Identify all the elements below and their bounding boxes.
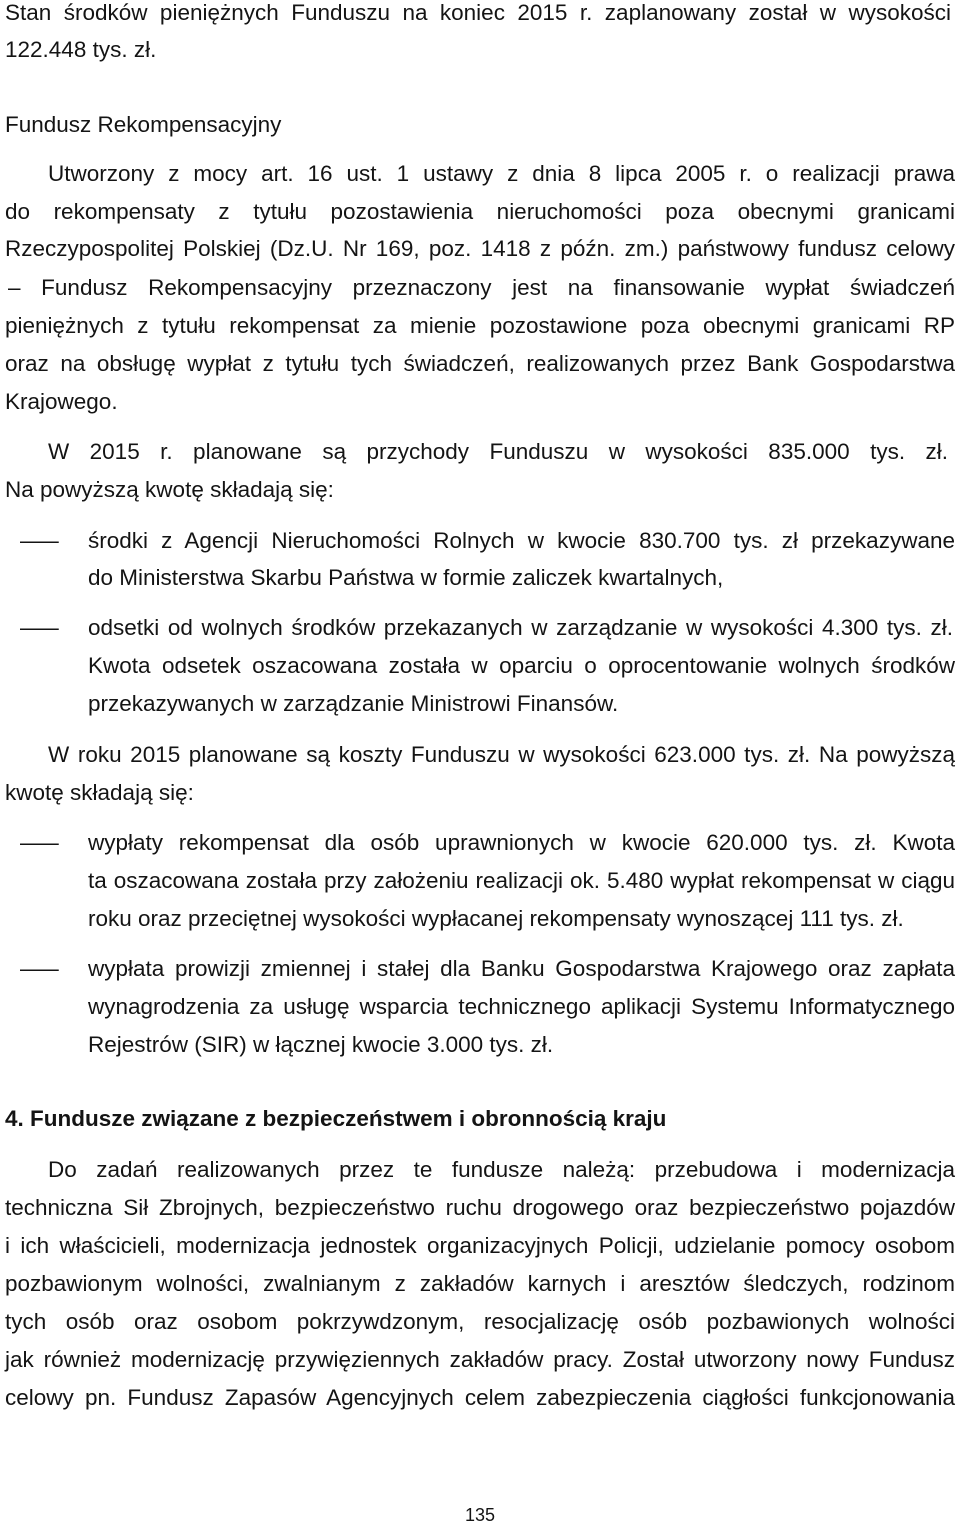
list-item-line: środki z Agencji Nieruchomości Rolnych w kwocie 830.700 tys. zł przekazywane: [88, 528, 955, 553]
paragraph-line: W 2015 r. planowane są przychody Funduszu w wysokości 835.000 tys. zł.: [48, 439, 948, 464]
paragraph-line: Stan środków pieniężnych Funduszu na koniec 2015 r. zaplanowany został w wysokości: [5, 0, 951, 25]
subsection-title: Fundusz Rekompensacyjny: [5, 112, 282, 137]
paragraph-line: W roku 2015 planowane są koszty Funduszu w wysokości 623.000 tys. zł. Na powyższą: [48, 742, 955, 767]
paragraph-line: oraz na obsługę wypłat z tytułu tych świadczeń, realizowanych przez Bank Gospodarstwa: [5, 351, 955, 376]
paragraph-line: kwotę składają się:: [5, 780, 194, 805]
list-marker: –: [20, 956, 59, 981]
paragraph-line: Krajowego.: [5, 389, 118, 414]
paragraph-line: – Fundusz Rekompensacyjny przeznaczony jest na finansowanie wypłat świadczeń: [8, 275, 955, 300]
paragraph-line: pozbawionym wolności, zwalnianym z zakładów karnych i aresztów śledczych, rodzinom: [5, 1271, 955, 1296]
list-item-line: Kwota odsetek oszacowana została w oparciu o oprocentowanie wolnych środków: [88, 653, 955, 678]
list-item-line: wypłaty rekompensat dla osób uprawnionych w kwocie 620.000 tys. zł. Kwota: [88, 830, 955, 855]
paragraph-line: Na powyższą kwotę składają się:: [5, 477, 334, 502]
paragraph-line: Rzeczypospolitej Polskiej (Dz.U. Nr 169, poz. 1418 z późn. zm.) państwowy fundusz celowy: [5, 236, 955, 261]
paragraph-line: techniczna Sił Zbrojnych, bezpieczeństwo ruchu drogowego oraz bezpieczeństwo pojazdów: [5, 1195, 955, 1220]
paragraph-line: Do zadań realizowanych przez te fundusze należą: przebudowa i modernizacja: [48, 1157, 955, 1182]
list-marker: –: [20, 830, 59, 855]
list-marker: –: [20, 528, 59, 553]
paragraph-line: 122.448 tys. zł.: [5, 37, 157, 62]
section-heading: 4. Fundusze związane z bezpieczeństwem i obronnością kraju: [5, 1106, 667, 1131]
paragraph-line: Utworzony z mocy art. 16 ust. 1 ustawy z dnia 8 lipca 2005 r. o realizacji prawa: [48, 161, 955, 186]
paragraph-line: celowy pn. Fundusz Zapasów Agencyjnych celem zabezpieczenia ciągłości funkcjonowania: [5, 1385, 955, 1410]
paragraph-line: pieniężnych z tytułu rekompensat za mienie pozostawione poza obecnymi granicami RP: [5, 313, 955, 338]
paragraph-line: do rekompensaty z tytułu pozostawienia nieruchomości poza obecnymi granicami: [5, 199, 955, 224]
paragraph-line: i ich właścicieli, modernizacja jednostek organizacyjnych Policji, udzielanie pomocy osobom: [5, 1233, 955, 1258]
list-item-line: do Ministerstwa Skarbu Państwa w formie zaliczek kwartalnych,: [88, 565, 724, 590]
list-item-line: Rejestrów (SIR) w łącznej kwocie 3.000 tys. zł.: [88, 1032, 554, 1057]
list-item-line: roku oraz przeciętnej wysokości wypłacanej rekompensaty wynoszącej 111 tys. zł.: [88, 906, 904, 931]
list-item-line: wypłata prowizji zmiennej i stałej dla Banku Gospodarstwa Krajowego oraz zapłata: [88, 956, 955, 981]
list-marker: –: [20, 615, 59, 640]
list-item-line: przekazywanych w zarządzanie Ministrowi Finansów.: [88, 691, 619, 716]
page-number: 135: [464, 1505, 496, 1525]
list-item-line: wynagrodzenia za usługę wsparcia technicznego aplikacji Systemu Informatycznego: [88, 994, 955, 1019]
paragraph-line: tych osób oraz osobom pokrzywdzonym, resocjalizację osób pozbawionych wolności: [5, 1309, 955, 1334]
paragraph-line: jak również modernizację przywięziennych zakładów pracy. Został utworzony nowy Fundusz: [5, 1347, 955, 1372]
list-item-line: ta oszacowana została przy założeniu realizacji ok. 5.480 wypłat rekompensat w ciągu: [88, 868, 955, 893]
list-item-line: odsetki od wolnych środków przekazanych w zarządzanie w wysokości 4.300 tys. zł.: [88, 615, 953, 640]
